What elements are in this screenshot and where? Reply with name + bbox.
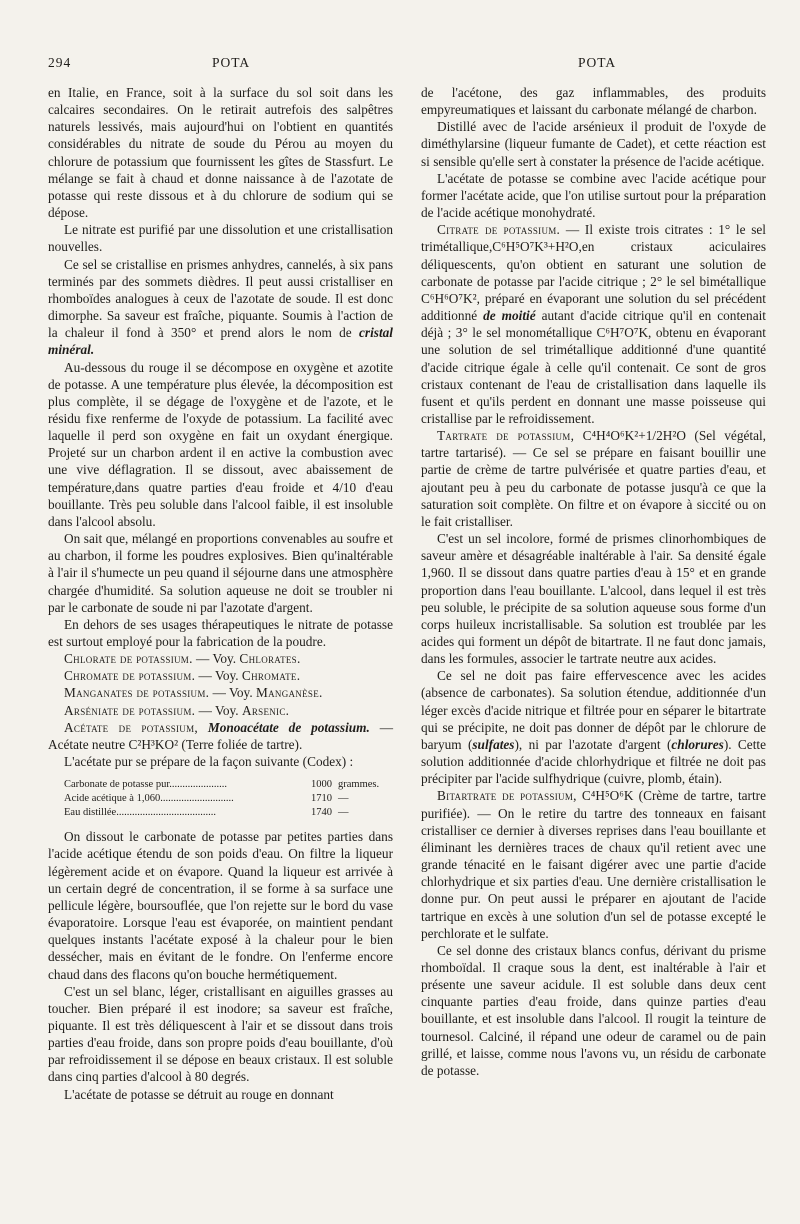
entry-citrate [421,221,766,427]
page-number: 294 [48,55,72,70]
cross-reference [48,650,393,667]
text-columns [48,84,766,1103]
entry-text: autant d'acide citrique qu'il en contenait déjà ; 3° le sel monométallique C⁶H⁷O⁷K, obtenu en évaporant une solution de sel trimétallique additionné d'une quantité d'acide citrique égale à celle qu'il contenait. Ce sont de gros cristaux contenant de l'eau de cristallisation dans laquelle ils fusent et qu'ils perdent en donnant une masse poisseuse qui cristallise par le refroidissement. [421,308,766,426]
ref-sep: — Voy. [195,668,242,684]
entry-term: Manganates de potassium. [64,685,210,701]
entry-term: Tartrate de potassium, [437,428,575,444]
entry-text: C⁴H⁵O⁶K (Crème de tartre, tartre purifiée). — On le retire du tartre des tonneaux en faisant cristalliser ce dernier à diverses reprises dans l'eau bouillante et éliminant les dernières traces de chaux qu'il retient avec une grande ténacité en le faisant digérer avec une partie d'acide chlorhydrique et six parties d'eau. Une dernière cristallisation le donne pur. On peut aussi le préparer en ajoutant de l'acide tartrique en excès à une solution d'un sel de potasse excepté le perchlorate et le sulfate. [421,788,766,941]
ingredient-qty: 1000 [311,779,332,791]
entry-term: Bitartrate de potassium, [437,788,577,804]
recipe-table [64,778,393,820]
ref-target: Chromate. [241,668,301,684]
ingredient-qty: 1710 [311,793,332,805]
paragraph: C'est un sel incolore, formé de prismes clinorhombiques de saveur amère et désagréable inaltérable à l'air. Sa densité égale 1,960. Il se dissout dans quatre parties d'eau à 15° et en grande proportion dans l'eau bouillante. L'alcool, dans lequel il est très peu soluble, le précipite de sa solution aqueuse sous forme d'un corps huileux incristallisable. Sa solution est troublée par les acides qui forment un dépôt de bitartrate. Il ne faut donc jamais, dans les formules, associer le tartrate neutre aux acides. [421,531,766,667]
italic-term: cristal minéral. [48,325,393,358]
paragraph: On sait que, mélangé en proportions convenables au soufre et au charbon, il forme les poudres explosives. Bien qu'inaltérable à l'air il s'humecte un peu quand il séjourne dans une atmosphère chargée d'humidité. Sa solution aqueuse ne doit se troubler ni par le carbonate de soude ni par l'azotate d'argent. [48,531,393,615]
ingredient-unit: — [338,807,349,819]
ingredient-name: Eau distillée...................................... [64,807,216,819]
entry-term: Chlorate de potassium. [64,651,193,667]
ref-target: Manganèse. [255,685,323,701]
italic-term: de moitié [483,308,536,324]
recipe-row [64,792,393,806]
paragraph: Au-dessous du rouge il se décompose en oxygène et azotite de potasse. A une température plus élevée, la décomposition est plus complète, il se dégage de l'oxygène et de l'azote, et le résidu fixe renferme de l'oxyde de potassium. La facilité avec laquelle il perd son oxygène en fait un oxydant énergique. Projeté sur un charbon ardent il en active la combustion avec une vive déflagration. Il se dissout, avec abaissement de température,dans quatre parties d'eau froide et 4/10 d'eau bouillante. Très peu soluble dans l'alcool faible, il est insoluble dans l'alcool absolu. [48,359,393,529]
entry-term: Acétate de potassium, [64,719,199,735]
recipe-row [64,806,393,820]
paragraph: L'acétate de potasse se combine avec l'acide acétique pour former l'acétate acide, que l'on utilise surtout pour la préparation de l'acide acétique monohydraté. [421,170,766,221]
entry-bitartrate [421,787,766,941]
cross-reference [48,667,393,684]
ref-sep: — Voy. [195,702,242,718]
ingredient-unit: grammes. [338,779,380,791]
left-column [48,84,393,1103]
running-head-left: POTA [212,55,251,70]
paragraph: de l'acétone, des gaz inflammables, des produits empyreumatiques et laissant du carbonate mélangé de charbon. [421,85,766,118]
ingredient-qty: 1740 [311,807,332,819]
paragraph: L'acétate de potasse se détruit au rouge en donnant [64,1086,334,1102]
recipe-row [64,778,393,792]
entry-text: — Acétate neutre C²H³KO² (Terre foliée de tartre). [48,719,394,752]
italic-term: chlorures [671,736,724,752]
entry-tartrate [421,427,766,530]
cross-reference [48,684,393,701]
ref-sep: — Voy. [209,685,256,701]
entry-term: Chromate de potassium. [64,668,196,684]
ref-target: Arsenic. [241,702,290,718]
right-column [421,84,766,1103]
ref-target: Chlorates. [239,651,301,667]
ingredient-name: Carbonate de potasse pur...................... [64,779,228,791]
cross-reference [48,702,393,719]
paragraph: En dehors de ses usages thérapeutiques le nitrate de potasse est surtout employé pour la fabrication de la poudre. [48,616,393,649]
paragraph: Le nitrate est purifié par une dissolution et une cristallisation nouvelles. [48,222,393,255]
paragraph [48,256,393,359]
paragraph: C'est un sel blanc, léger, cristallisant en aiguilles grasses au toucher. Bien préparé il est inodore; sa saveur est fraîche, piquante. Il est très déliquescent à l'air et se dissout dans trois parties d'eau froide, dans son propre poids d'eau bouillante, d'où par refroidissement il se dépose en beaux cristaux. Il est soluble dans cinq parties d'alcool à 80 degrés. [48,983,393,1085]
paragraph-text: Ce sel ne doit pas faire effervescence avec les acides (absence de carbonates). Sa solution étendue, additionnée d'un léger excès d'acide nitrique et filtrée pour en séparer le bitartrate qui se précipite, ne doit pas donner de dépôt par le chlorure de baryum ( [421,668,766,752]
paragraph: On dissout le carbonate de potasse par petites parties dans l'acide acétique étendu de son poids d'eau. On filtre la liqueur légèrement acide et on évapore. Quand la liqueur est arrivée à un certain degré de concentration, il se forme à sa surface une pellicule légère, boursouflée, que l'on rejette sur le bord du vase évaporatoire. Lorsque l'eau est évaporée, on maintient pendant quelques instants l'acétate exposé à la chaleur pour le bien dessécher, mais en évitant de le fondre. On l'enferme encore chaud dans des flacons qu'on bouche hermétiquement. [48,829,393,982]
entry-term: Citrate de potassium. [437,222,561,238]
italic-term: sulfates [472,736,515,752]
paragraph-text: ), ni par l'azotate d'argent ( [514,736,672,752]
ref-sep: — Voy. [192,651,240,667]
paragraph-text: ). Cette solution additionnée d'acide chlorhydrique et filtrée ne doit pas précipiter par l'acide sulfhydrique (cuivre, plomb, étain). [421,736,766,787]
entry-acetate [48,719,393,753]
running-head-right: POTA [578,55,617,70]
entry-text: — Il existe trois citrates : 1° le sel trimétallique,C⁶H⁵O⁷K³+H²O,en cristaux aciculaires déliquescents, qu'on obtient en saturant une solution de carbonate de potasse par l'acide citrique ; 2° le sel bimétallique C⁶H⁶O⁷K², préparé en évaporant une solution du sel précédent additionné [421,222,766,324]
paragraph: L'acétate pur se prépare de la façon suivante (Codex) : [64,754,354,770]
paragraph: en Italie, en France, soit à la surface du sol soit dans les calcaires secondaires. On le retirait autrefois des salpêtres naturels lessivés, mais aujourd'hui on l'obtient en quantités considérables du nitrate de soude du Pérou au moyen du chlorure de potassium que fournissent les gîtes de Stassfurt. Le mélange se fait à chaud et donne naissance à de l'azotate de potasse qui reste dissous et à du chlorure de sodium qui se dépose. [48,85,393,221]
paragraph-text: Ce sel se cristallise en prismes anhydres, cannelés, à six pans terminés par des sommets dièdres. Il peut aussi cristalliser en rhomboïdes analogues à ceux de l'azotate de soude. Il est donc dimorphe. Sa saveur est fraîche, piquante. Soumis à l'action de la chaleur il fond à 350° et prend alors le nom de [48,256,393,341]
italic-term: Monoacétate de potassium. [207,719,370,735]
paragraph: Distillé avec de l'acide arsénieux il produit de l'oxyde de diméthylarsine (liqueur fumante de Cadet), et cette réaction est si sensible qu'elle sert à constater la présence de l'acide acétique. [421,119,766,169]
entry-text: C⁴H⁴O⁶K²+1/2H²O (Sel végétal, tartre tartarisé). — Ce sel se prépare en faisant bouillir une partie de crème de tartre pulvérisée et quatre parties d'eau, et ajoutant peu à peu du carbonate de potasse jusqu'à ce que la saturation soit complète. On filtre et on évapore à siccité ou on le fait cristalliser. [421,428,766,529]
paragraph: Ce sel donne des cristaux blancs confus, dérivant du prisme rhomboïdal. Il craque sous la dent, est inaltérable à l'air et présente une saveur acidule. Il est soluble dans deux cent cinquante parties d'eau froide, dans quinze parties d'eau bouillante, et est insoluble dans l'alcool. Il rougit la teinture de tournesol. Calciné, il répand une odeur de caramel ou de pain grillé, et laisse, comme nous l'avons vu, un résidu de carbonate de potasse. [421,942,766,1078]
entry-term: Arséniate de potassium. [64,702,196,718]
ingredient-name: Acide acétique à 1,060............................ [64,793,234,805]
paragraph [421,667,766,787]
ingredient-unit: — [338,793,349,805]
